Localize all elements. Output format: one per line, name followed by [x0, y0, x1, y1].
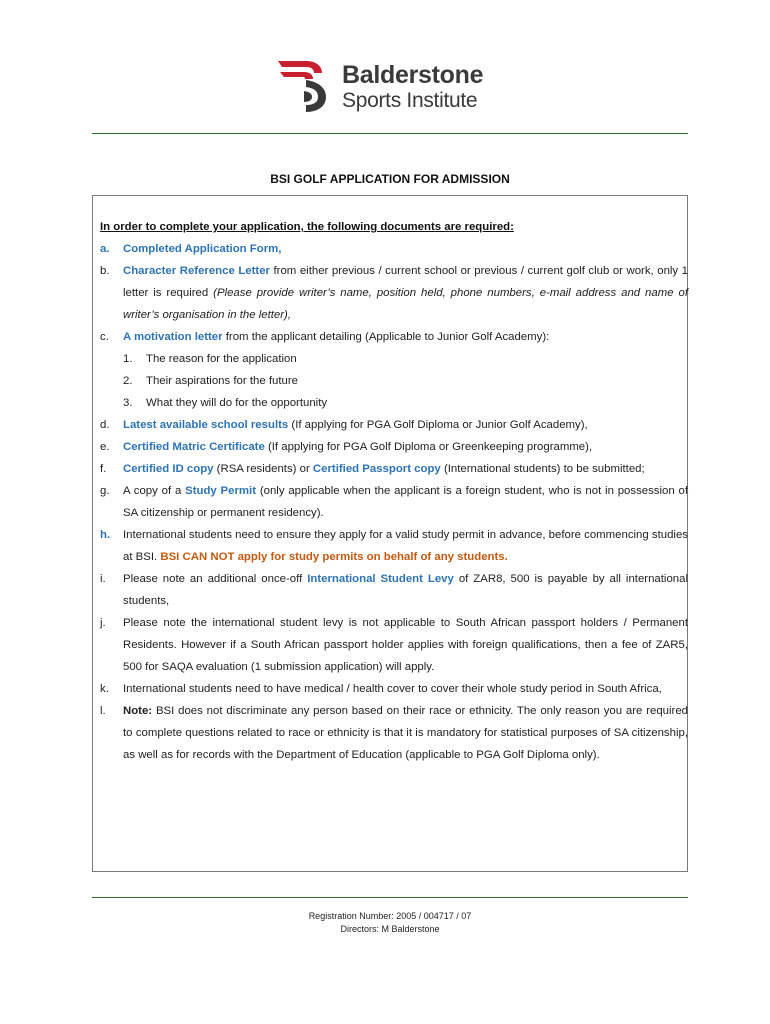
note-label: Note: — [123, 705, 153, 717]
item-text: (RSA residents) or — [213, 463, 313, 475]
item-marker: k. — [100, 683, 109, 695]
international-student-levy-link[interactable]: International Student Levy — [307, 573, 454, 585]
item-marker: c. — [100, 331, 109, 343]
sub-item-marker: 2. — [123, 375, 133, 387]
certified-passport-copy-link[interactable]: Certified Passport copy — [312, 463, 441, 475]
footer-divider — [92, 897, 688, 898]
item-text: (If applying for PGA Golf Diploma or Junior Golf Academy), — [288, 419, 588, 431]
item-marker: b. — [100, 265, 110, 277]
certified-id-copy-link[interactable]: Certified ID copy — [123, 463, 214, 475]
item-marker: h. — [100, 529, 111, 541]
list-item-c — [100, 326, 688, 348]
list-item-k — [100, 678, 688, 700]
logo-name: Balderstone — [342, 61, 484, 89]
list-item-a — [100, 238, 688, 260]
logo-subtitle: Sports Institute — [342, 89, 478, 112]
item-marker: g. — [100, 485, 110, 497]
logo-b-icon — [276, 58, 332, 114]
item-text: Please note an additional once-off — [123, 573, 308, 585]
character-reference-letter-link[interactable]: Character Reference Letter — [123, 265, 270, 277]
footer — [92, 910, 688, 936]
study-permit-link[interactable]: Study Permit — [185, 485, 257, 497]
matric-certificate-link[interactable]: Certified Matric Certificate — [123, 441, 265, 453]
sub-item-3 — [100, 392, 688, 414]
sub-item-1 — [100, 348, 688, 370]
logo — [276, 58, 506, 118]
item-marker: i. — [100, 573, 106, 585]
item-marker: f. — [100, 463, 107, 475]
item-text: from the applicant detailing (Applicable to Junior Golf Academy): — [222, 331, 550, 343]
item-text: (If applying for PGA Golf Diploma or Greenkeeping programme), — [264, 441, 593, 453]
item-marker: e. — [100, 441, 110, 453]
header-divider — [92, 133, 688, 134]
item-text: International students need to ensure they apply for a valid study permit in advance, before commencing studies at BSI. — [123, 529, 688, 563]
item-text: of ZAR8, 500 is payable by all international students, — [123, 573, 688, 607]
item-text: Please note the international student levy is not applicable to South African passport holders / Permanent Residents. However if a South African passport holder applies with foreign qualifications, then a fee of ZAR5, 500 for SAQA evaluation (1 submission application) will apply. — [123, 617, 688, 673]
motivation-letter-link[interactable]: A motivation letter — [123, 331, 223, 343]
sub-item-marker: 1. — [123, 353, 133, 365]
list-item-e — [100, 436, 688, 458]
sub-item-2 — [100, 370, 688, 392]
list-item-j — [100, 612, 688, 678]
item-text: (only applicable when the applicant is a foreign student, who is not in possession of SA citizenship or permanent residency). — [123, 485, 689, 519]
intro-text: In order to complete your application, the following documents are required: — [100, 221, 514, 233]
list-item-d — [100, 414, 688, 436]
sub-item-marker: 3. — [123, 397, 133, 409]
list-item-h — [100, 524, 688, 568]
item-text: (International students) to be submitted; — [440, 463, 645, 475]
directors: Directors: M Balderstone — [340, 924, 440, 934]
page-title: BSI GOLF APPLICATION FOR ADMISSION — [270, 172, 510, 186]
item-text: A copy of a — [123, 485, 186, 497]
item-marker: j. — [100, 617, 106, 629]
item-note: (Please provide writer’s name, position held, phone numbers, e-mail address and name of writer’s organisation in the letter), — [123, 287, 688, 321]
requirements-list — [100, 216, 688, 766]
sub-item-text: Their aspirations for the future — [146, 375, 298, 387]
item-marker: d. — [100, 419, 110, 431]
completed-application-form-link[interactable]: Completed Application Form, — [123, 243, 282, 255]
item-marker: l. — [100, 705, 106, 717]
list-item-i — [100, 568, 688, 612]
item-text: BSI does not discriminate any person based on their race or ethnicity. The only reason you are required to complete questions related to race or ethnicity is that it is mandatory for statistical purposes of SA citizenship, as well as for records with the Department of Education (applicable to PGA Golf Diploma only). — [123, 705, 688, 761]
item-marker: a. — [100, 243, 110, 255]
sub-item-text: What they will do for the opportunity — [146, 397, 328, 409]
item-text: International students need to have medical / health cover to cover their whole study period in South Africa, — [123, 683, 662, 695]
registration-number: Registration Number: 2005 / 004717 / 07 — [308, 911, 472, 921]
list-item-l — [100, 700, 688, 766]
list-item-f — [100, 458, 688, 480]
school-results-link[interactable]: Latest available school results — [123, 419, 289, 431]
list-item-g — [100, 480, 688, 524]
sub-item-text: The reason for the application — [146, 353, 297, 365]
list-item-b — [100, 260, 688, 326]
item-text: from either previous / current school or previous / current golf club or work, only 1 letter is required — [123, 265, 688, 299]
study-permit-warning: BSI CAN NOT apply for study permits on behalf of any students. — [160, 551, 508, 563]
